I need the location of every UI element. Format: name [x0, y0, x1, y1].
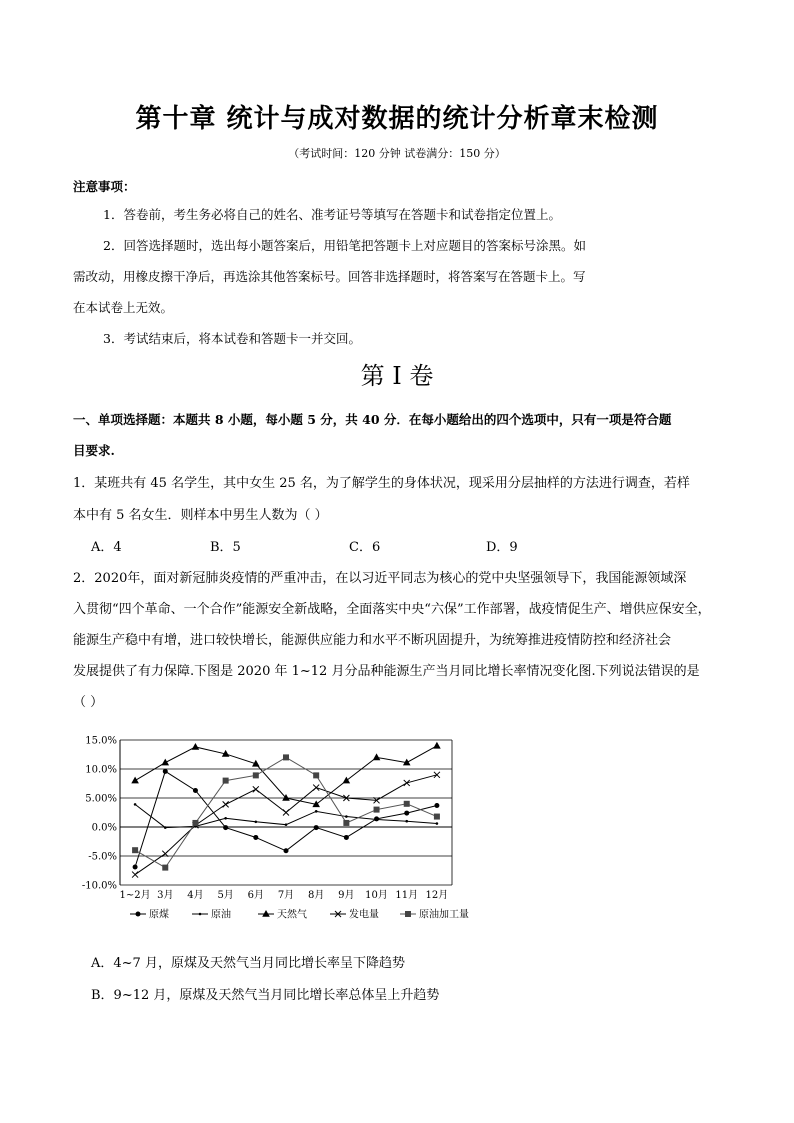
q2-line-1: 2．2020年，面对新冠肺炎疫情的严重冲击，在以习近平同志为核心的党中央坚强领导下，我国能源领域深	[73, 571, 687, 586]
x-tick-label: 10月	[365, 890, 388, 901]
data-point	[404, 811, 409, 816]
y-tick-label: 15.0%	[85, 735, 117, 747]
data-point	[343, 820, 349, 826]
q2-option-b: B．9~12 月，原煤及天然气当月同比增长率总体呈上升趋势	[91, 988, 440, 1003]
y-tick-label: 0.0%	[91, 822, 117, 834]
data-point	[434, 803, 439, 808]
x-tick-label: 1~2月	[119, 890, 151, 901]
data-point	[343, 777, 351, 784]
data-point	[223, 778, 229, 784]
data-point	[283, 754, 289, 760]
data-point	[192, 820, 198, 826]
data-point	[345, 815, 348, 818]
q1-line-2: 本中有 5 名女生．则样本中男生人数为（ ）	[73, 508, 328, 523]
data-point	[405, 820, 408, 823]
data-point	[162, 865, 168, 871]
y-tick-label: 10.0%	[85, 764, 117, 776]
q2-line-3: 能源生产稳中有增，进口较快增长，能源供应能力和水平不断巩固提升，为统筹推进疫情防控和经济社会	[73, 633, 672, 648]
q1-option-a: A．4	[91, 540, 122, 555]
data-point	[284, 848, 289, 853]
q2-option-a: A．4~7 月，原煤及天然气当月同比增长率呈下降趋势	[91, 956, 405, 971]
data-point	[374, 807, 380, 813]
page-title: 第十章 统计与成对数据的统计分析章末检测	[135, 104, 659, 134]
data-point	[433, 742, 441, 749]
data-point	[375, 818, 378, 821]
data-point	[255, 820, 258, 823]
data-point	[132, 847, 138, 853]
x-tick-label: 8月	[307, 890, 325, 901]
legend-marker	[262, 910, 270, 917]
legend-marker	[199, 913, 202, 916]
x-tick-label: 6月	[247, 890, 265, 901]
q1-option-d: D．9	[486, 540, 518, 555]
data-point	[192, 743, 200, 750]
exam-info: （考试时间：120 分钟 试卷满分：150 分）	[288, 147, 506, 160]
q2-line-4: 发展提供了有力保障.下图是 2020 年 1~12 月分品种能源生产当月同比增长率情况变化图.下列说法错误的是	[73, 664, 700, 679]
section-heading-line-2: 目要求.	[73, 443, 115, 458]
data-point	[373, 753, 381, 760]
x-tick-label: 5月	[217, 890, 234, 901]
x-tick-label: 12月	[425, 890, 449, 901]
notice-item-2-line-1: 2．回答选择题时，选出每小题答案后，用铅笔把答题卡上对应题目的答案标号涂黑。如	[103, 238, 586, 253]
x-tick-label: 11月	[395, 890, 419, 901]
section-heading-line-1: 一、单项选择题：本题共 8 小题，每小题 5 分，共 40 分．在每小题给出的四个选项中，只有一项是符合题	[73, 412, 672, 427]
legend-marker	[405, 911, 411, 917]
data-point	[404, 801, 410, 807]
x-tick-label: 7月	[277, 890, 295, 901]
legend-label: 天然气	[277, 909, 307, 921]
notice-item-3: 3．考试结束后，将本试卷和答题卡一并交回。	[103, 331, 361, 346]
x-tick-label: 9月	[338, 890, 355, 901]
x-tick-label: 4月	[187, 890, 204, 901]
data-point	[314, 825, 319, 830]
data-point	[161, 759, 169, 766]
y-tick-label: 5.00%	[85, 793, 117, 805]
y-tick-label: -5.0%	[88, 851, 117, 863]
x-tick-label: 3月	[157, 890, 174, 901]
data-point	[164, 826, 167, 829]
data-point	[253, 835, 258, 840]
data-point	[436, 822, 439, 825]
data-point	[344, 835, 349, 840]
notice-item-2-line-2: 需改动，用橡皮擦干净后，再选涂其他答案标号。回答非选择题时，将答案写在答题卡上。写	[73, 269, 586, 284]
data-point	[193, 788, 198, 793]
q2-line-2: 入贯彻“四个革命、一个合作”能源安全新战略，全面落实中央“六保”工作部署，战疫情促生产、增供应保安全，	[73, 602, 711, 617]
data-point	[285, 823, 288, 826]
legend-label: 发电量	[349, 909, 379, 921]
data-point	[315, 810, 318, 813]
legend-label: 原煤	[149, 909, 169, 921]
q2-line-5: （ ）	[73, 695, 104, 710]
y-tick-label: -10.0%	[81, 880, 117, 892]
notice-item-1: 1．答卷前，考生务必将自己的姓名、准考证号等填写在答题卡和试卷指定位置上。	[103, 207, 561, 222]
notice-item-2-line-3: 在本试卷上无效。	[73, 300, 174, 315]
notice-heading: 注意事项：	[73, 179, 136, 194]
data-point	[434, 814, 440, 820]
legend-label: 原油	[211, 909, 231, 921]
q1-option-b: B．5	[210, 540, 241, 555]
data-point	[224, 817, 227, 820]
volume-title: 第 I 卷	[360, 362, 434, 390]
data-point	[163, 769, 168, 774]
q1-option-c: C．6	[349, 540, 381, 555]
data-point	[131, 777, 139, 784]
data-point	[313, 772, 319, 778]
legend-marker	[136, 912, 141, 917]
legend-label: 原油加工量	[419, 909, 469, 921]
data-point	[253, 772, 259, 778]
data-point	[223, 825, 228, 830]
energy-growth-chart	[70, 728, 470, 930]
q1-line-1: 1．某班共有 45 名学生，其中女生 25 名，为了解学生的身体状况，现采用分层抽样的方法进行调查，若样	[73, 476, 690, 491]
data-point	[133, 865, 138, 870]
data-point	[134, 803, 137, 806]
